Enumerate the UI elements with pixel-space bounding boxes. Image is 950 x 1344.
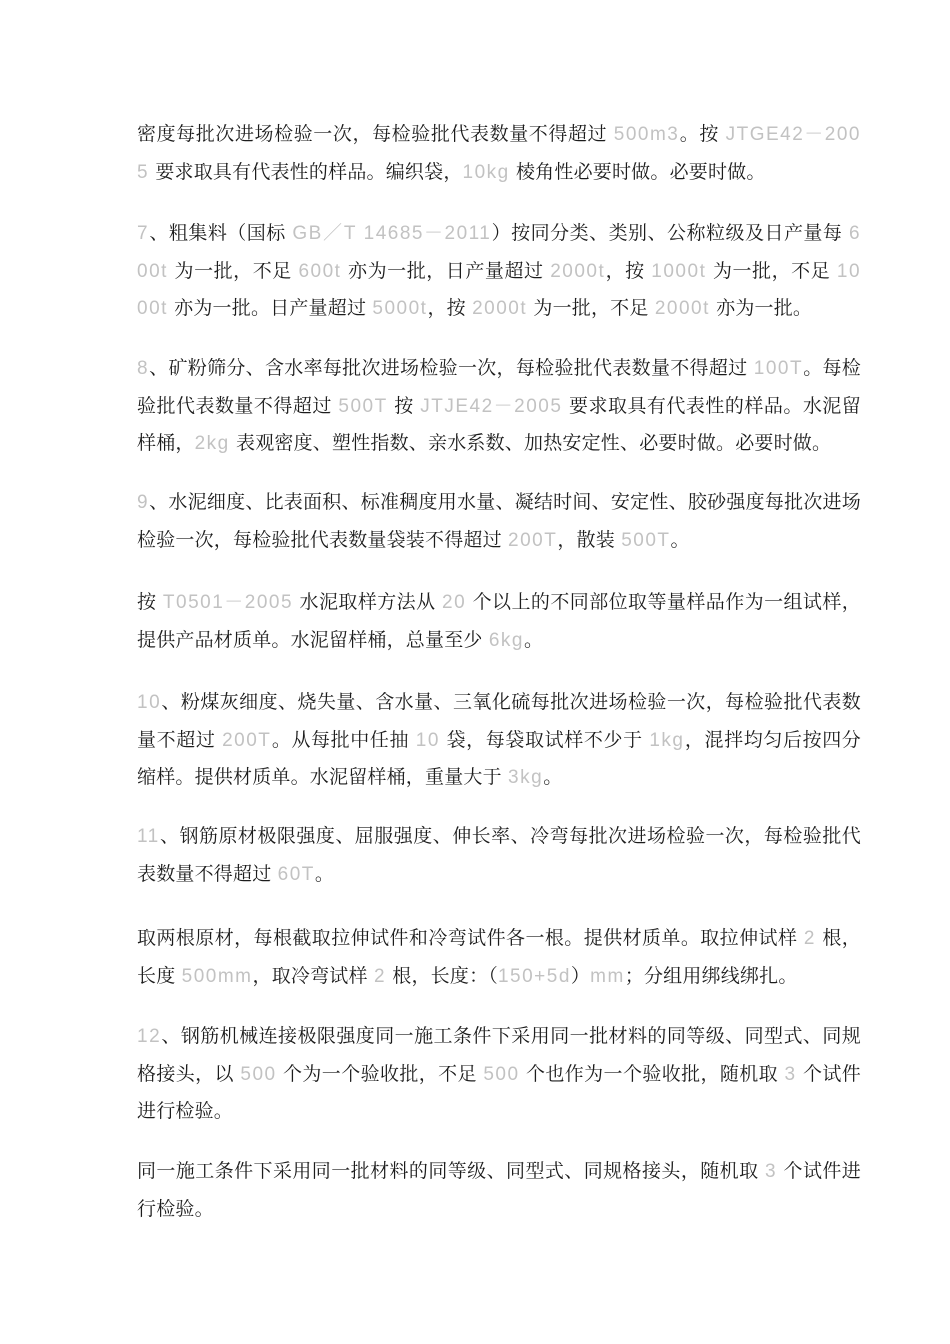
text-run: 。每检验批代表数量不得超过 <box>137 357 861 417</box>
text-run: 个试件进行检验。 <box>137 1062 861 1122</box>
text-run: 亦为一批。 <box>709 297 813 319</box>
text-run: ） <box>570 964 591 987</box>
numeric-run: 1kg <box>649 729 685 751</box>
numeric-run: 2000t <box>654 298 710 319</box>
text-run: 为一批，不足 <box>167 259 299 282</box>
text-run: 、矿粉筛分、含水率每批次进场检验一次，每检验批代表数量不得超过 <box>149 357 754 379</box>
text-run: 棱角性必要时做。必要时做。 <box>509 160 766 183</box>
numeric-run: 200T <box>222 729 272 751</box>
text-run: 同一施工条件下采用同一批材料的同等级、同型式、同规格接头，随机取 <box>137 1160 765 1182</box>
paragraph-splice-sampling <box>137 1153 861 1227</box>
text-run: 为一批，不足 <box>527 297 655 319</box>
text-run: ；分组用绑线绑扎。 <box>624 964 798 987</box>
text-run: 按 <box>387 394 421 417</box>
numeric-run: 6kg <box>488 629 524 651</box>
text-run: 、钢筋原材极限强度、屈服强度、伸长率、冷弯每批次进场检验一次，每检验批代表数量不得超过 <box>137 825 861 885</box>
numeric-run: 10 <box>415 729 440 751</box>
text-run: 。 <box>314 862 335 885</box>
numeric-run: 2kg <box>194 433 230 454</box>
numeric-run: JTGE42－2005 <box>137 124 861 183</box>
text-run: 为一批，不足 <box>706 259 837 282</box>
paragraph-12-mechanical-splice <box>137 1018 861 1130</box>
numeric-run: 500T <box>338 395 388 417</box>
paragraph-10-fly-ash <box>137 684 861 797</box>
text-run: ，取冷弯试样 <box>252 964 374 987</box>
text-run: 要求取具有代表性的样品。编织袋， <box>149 160 463 183</box>
numeric-run: 8 <box>137 358 150 379</box>
paragraph-7-coarse-aggregate <box>137 215 861 328</box>
text-run: 。按 <box>679 123 726 145</box>
text-run: 。从每批中任抽 <box>271 728 416 751</box>
paragraph-cement-sampling <box>137 584 861 659</box>
numeric-run: 2 <box>803 928 816 949</box>
numeric-run: 60T <box>277 863 315 885</box>
paragraph-11-rebar <box>137 818 861 893</box>
numeric-run: 11 <box>137 826 160 847</box>
numeric-run: 500T <box>621 529 671 551</box>
text-run: 密度每批次进场检验一次，每检验批代表数量不得超过 <box>137 123 614 145</box>
numeric-run: 500mm <box>181 965 253 987</box>
numeric-run: 150+5d <box>497 965 571 987</box>
paragraph-9-cement <box>137 484 861 559</box>
numeric-run: T0501－2005 <box>162 592 294 613</box>
text-run: 亦为一批，日产量超过 <box>341 259 551 282</box>
numeric-run: 10kg <box>462 161 510 183</box>
numeric-run: 100T <box>753 358 804 379</box>
numeric-run: 2000t <box>472 298 528 319</box>
text-run: 要求取具有代表性的样品。水泥留样桶， <box>137 394 861 454</box>
text-run: 。 <box>543 766 563 788</box>
text-run: 、粉煤灰细度、烧失量、含水量、三氧化硫每批次进场检验一次，每检验批代表数量不超过 <box>137 691 861 751</box>
text-run: 袋，每袋取试样不少于 <box>439 728 650 751</box>
numeric-run: 12 <box>137 1026 162 1047</box>
numeric-run: 20 <box>442 592 467 613</box>
paragraph-rebar-sampling <box>137 920 861 995</box>
text-run: ，散装 <box>557 528 622 551</box>
numeric-run: 2000t <box>550 260 606 282</box>
text-run: 根，长度 <box>137 927 862 987</box>
numeric-run: 3 <box>784 1063 797 1085</box>
numeric-run: 1000t <box>137 260 862 319</box>
text-run: ，按 <box>427 297 473 319</box>
text-run: 个试件进行检验。 <box>137 1160 861 1220</box>
text-run: 个以上的不同部位取等量样品作为一组试样，提供产品材质单。水泥留样桶，总量至少 <box>137 591 861 651</box>
numeric-run: 600t <box>298 260 342 282</box>
text-run: ）按同分类、类别、公称粒级及日产量每 <box>491 222 849 244</box>
numeric-run: 500m3 <box>613 124 680 145</box>
numeric-run: GB／T 14685－2011 <box>292 223 492 244</box>
numeric-run: 600t <box>137 223 862 282</box>
numeric-run: 500 <box>240 1063 277 1085</box>
text-run: 表观密度、塑性指数、亲水系数、加热安定性、必要时做。必要时做。 <box>229 432 832 454</box>
text-run: 根，长度：（ <box>386 964 498 987</box>
paragraph-8-mineral-powder <box>137 350 861 463</box>
paragraph-asphalt-density <box>137 116 861 191</box>
numeric-run: JTJE42－2005 <box>420 395 563 417</box>
numeric-run: 5000t <box>372 298 428 319</box>
text-run: 、钢筋机械连接极限强度同一施工条件下采用同一批材料的同等级、同型式、同规格接头，以 <box>137 1025 861 1085</box>
numeric-run: 200T <box>508 529 558 551</box>
text-run: ，混拌均匀后按四分缩样。提供材质单。水泥留样桶，重量大于 <box>137 728 862 788</box>
text-run: 、水泥细度、比表面积、标准稠度用水量、凝结时间、安定性、胶砂强度每批次进场检验一次，每检验批代表数量袋装不得超过 <box>137 491 861 551</box>
text-run: 。 <box>523 628 544 651</box>
numeric-run: 500 <box>483 1063 520 1085</box>
numeric-run: 7 <box>137 223 150 244</box>
text-run: 取两根原材，每根截取拉伸试件和冷弯试件各一根。提供材质单。取拉伸试样 <box>137 927 804 949</box>
text-run: 水泥取样方法从 <box>293 591 443 613</box>
numeric-run: 3 <box>764 1161 778 1182</box>
text-run: 亦为一批。日产量超过 <box>167 297 373 319</box>
text-run: 按 <box>137 591 163 613</box>
text-run: 。 <box>670 528 690 551</box>
text-run: 个也作为一个验收批，随机取 <box>519 1062 785 1085</box>
text-run: 、粗集料（国标 <box>149 222 293 244</box>
numeric-run: mm <box>590 965 625 987</box>
numeric-run: 1000t <box>651 260 707 282</box>
numeric-run: 9 <box>137 492 150 513</box>
text-run: 个为一个验收批，不足 <box>276 1062 484 1085</box>
numeric-run: 3kg <box>508 767 544 788</box>
numeric-run: 10 <box>137 692 162 713</box>
numeric-run: 2 <box>373 965 387 987</box>
text-run: ，按 <box>605 259 652 282</box>
